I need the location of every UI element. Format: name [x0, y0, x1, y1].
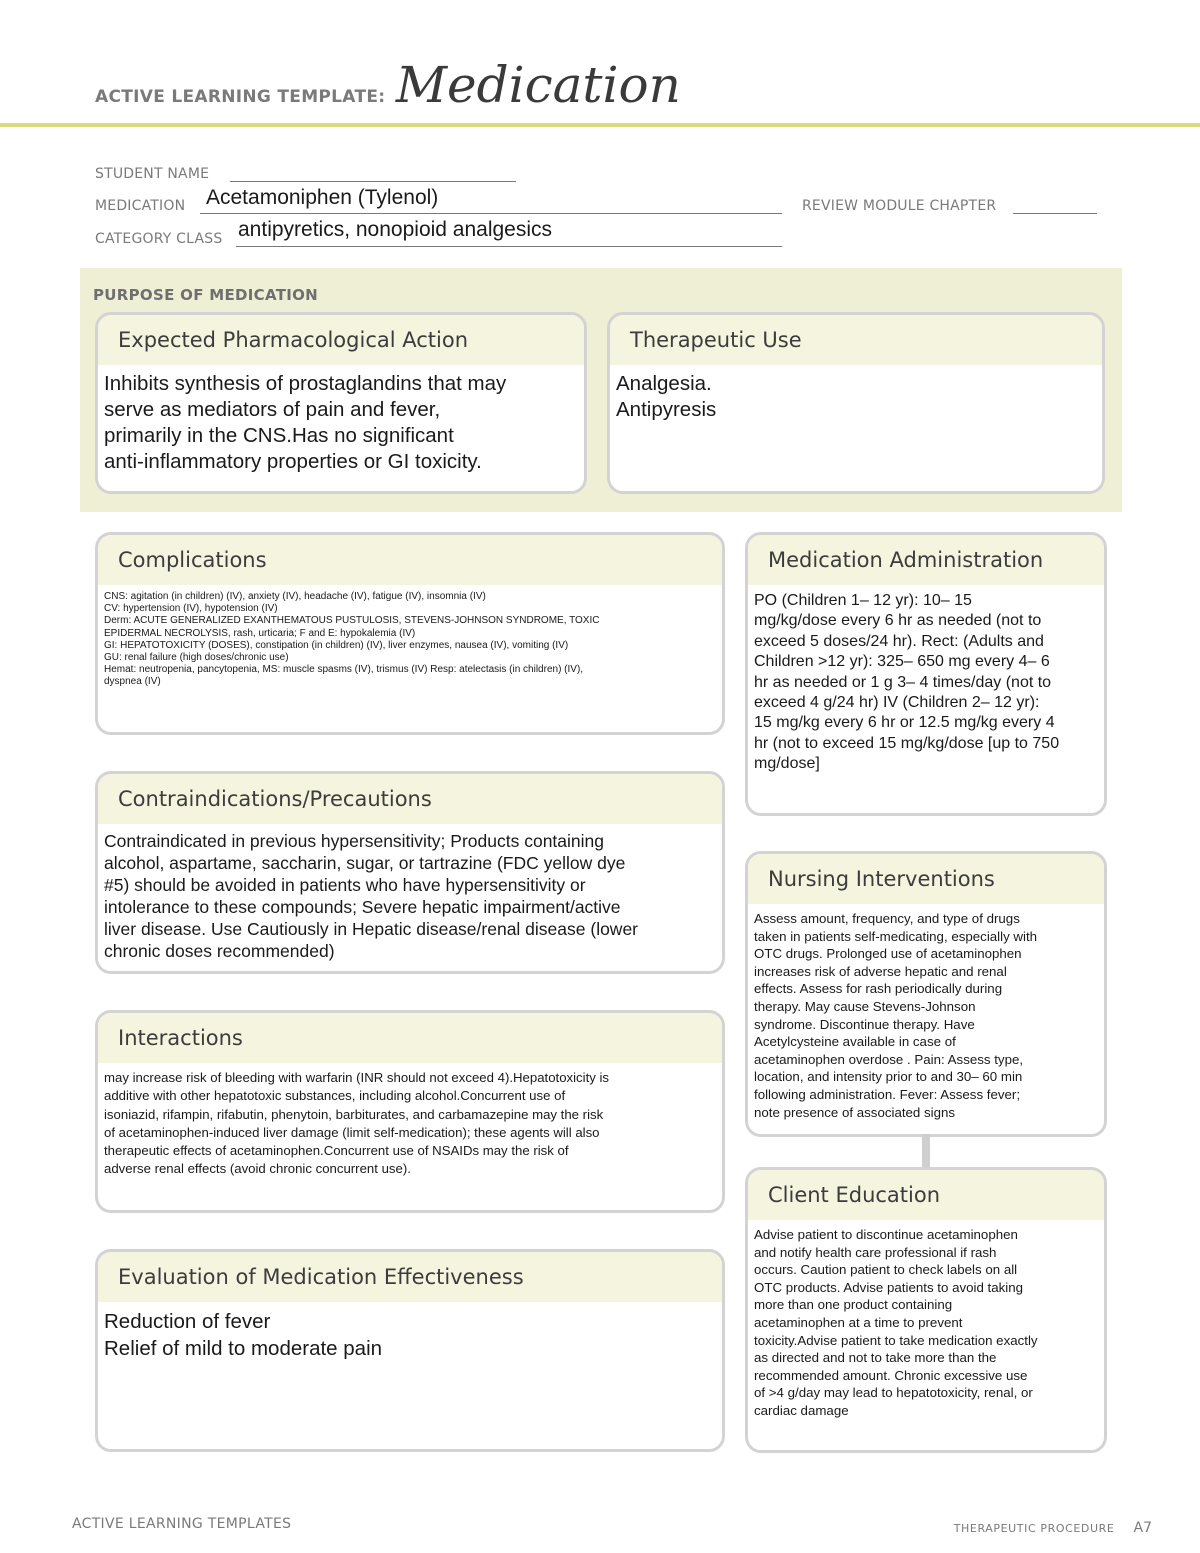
- medication-label: MEDICATION: [95, 198, 186, 214]
- medication-line[interactable]: [200, 213, 782, 214]
- template-title: Medication: [395, 56, 681, 114]
- header-rule: [0, 123, 1200, 127]
- footer-procedure: THERAPEUTIC PROCEDURE: [953, 1522, 1115, 1535]
- evaluation-text[interactable]: [98, 1302, 722, 1362]
- text-line: OTC drugs. Prolonged use of acetaminophen: [754, 946, 1022, 962]
- footer-page-number: A7: [1133, 1520, 1152, 1536]
- text-line: Advise patient to discontinue acetaminophen: [754, 1227, 1018, 1242]
- text-line: Inhibits synthesis of prostaglandins that may: [104, 372, 507, 395]
- text-line: mg/kg/dose every 6 hr as needed (not to: [754, 612, 1042, 630]
- text-line: OTC products. Advise patients to avoid taking: [754, 1279, 1024, 1295]
- text-line: mg/dose]: [754, 755, 820, 773]
- medication-value[interactable]: Acetamoniphen (Tylenol): [206, 186, 439, 209]
- text-line: more than one product containing: [754, 1297, 953, 1313]
- text-line: Contraindicated in previous hypersensitivity; Products containing: [104, 831, 604, 851]
- text-line: of >4 g/day may lead to hepatotoxicity, renal, or: [754, 1385, 1033, 1401]
- interactions-text[interactable]: [98, 1063, 722, 1179]
- medication-administration-title: Medication Administration: [748, 535, 1104, 585]
- category-class-value[interactable]: antipyretics, nonopioid analgesics: [238, 218, 553, 241]
- text-line: chronic doses recommended): [104, 941, 335, 961]
- text-line: therapeutic effects of acetaminophen.Concurrent use of NSAIDs may the risk of: [104, 1143, 569, 1159]
- nursing-interventions-title: Nursing Interventions: [748, 854, 1104, 904]
- client-education-title: Client Education: [748, 1170, 1104, 1220]
- purpose-label: PURPOSE OF MEDICATION: [93, 286, 319, 304]
- text-line: Children >12 yr): 325– 650 mg every 4– 6: [754, 653, 1050, 671]
- expected-action-box: [95, 312, 587, 494]
- text-line: Relief of mild to moderate pain: [104, 1337, 383, 1360]
- text-line: EPIDERMAL NECROLYSIS, rash, urticaria; F and E: hypokalemia (IV): [104, 627, 416, 639]
- review-module-label: REVIEW MODULE CHAPTER: [802, 198, 997, 214]
- interactions-box: [95, 1010, 725, 1213]
- text-line: Hemat: neutropenia, pancytopenia, MS: muscle spasms (IV), trismus (IV) Resp: atelectasis (in children) (IV),: [104, 664, 584, 676]
- review-module-line[interactable]: [1013, 213, 1097, 214]
- evaluation-title: Evaluation of Medication Effectiveness: [98, 1252, 722, 1302]
- text-line: liver disease. Use Cautiously in Hepatic disease/renal disease (lower: [104, 919, 639, 939]
- text-line: of acetaminophen-induced liver damage (limit self-medication); these agents will also: [104, 1124, 600, 1140]
- template-header-prefix: ACTIVE LEARNING TEMPLATE:: [95, 87, 386, 107]
- nursing-interventions-box: [745, 851, 1107, 1137]
- text-line: recommended amount. Chronic excessive use: [754, 1367, 1028, 1383]
- text-line: hr (not to exceed 15 mg/kg/dose [up to 750: [754, 734, 1060, 752]
- text-line: CNS: agitation (in children) (IV), anxiety (IV), headache (IV), fatigue (IV), insomnia (IV): [104, 591, 486, 602]
- interactions-title: Interactions: [98, 1013, 722, 1063]
- text-line: effects. Assess for rash periodically during: [754, 981, 1003, 997]
- text-line: hr as needed or 1 g 3– 4 times/day (not to: [754, 673, 1052, 691]
- text-line: anti-inflammatory properties or GI toxicity.: [104, 450, 482, 473]
- footer-left: ACTIVE LEARNING TEMPLATES: [72, 1516, 292, 1532]
- category-class-label: CATEGORY CLASS: [95, 231, 223, 247]
- text-line: intolerance to these compounds; Severe hepatic impairment/active: [104, 897, 621, 917]
- text-line: Assess amount, frequency, and type of drugs: [754, 911, 1020, 926]
- text-line: primarily in the CNS.Has no significant: [104, 424, 454, 447]
- medication-administration-box: [745, 532, 1107, 816]
- contraindications-box: [95, 771, 725, 974]
- text-line: toxicity.Advise patient to take medication exactly: [754, 1332, 1038, 1348]
- text-line: CV: hypertension (IV), hypotension (IV): [104, 603, 278, 615]
- text-line: and notify health care professional if rash: [754, 1244, 997, 1260]
- connector-bar: [922, 1134, 930, 1168]
- therapeutic-use-text[interactable]: [610, 365, 1102, 423]
- text-line: GI: HEPATOTOXICITY (DOSES), constipation (in children) (IV), liver enzymes, nausea (IV), vomiting (IV): [104, 639, 569, 651]
- text-line: Reduction of fever: [104, 1310, 271, 1333]
- template-header: [95, 56, 681, 120]
- text-line: additive with other hepatotoxic substances, including alcohol.Concurrent use of: [104, 1088, 566, 1104]
- client-education-text[interactable]: [748, 1220, 1104, 1420]
- text-line: 15 mg/kg every 6 hr or 12.5 mg/kg every 4: [754, 714, 1055, 732]
- text-line: Acetylcysteine available in case of: [754, 1034, 956, 1050]
- expected-action-text[interactable]: [98, 365, 584, 475]
- complications-title: Complications: [98, 535, 722, 585]
- text-line: serve as mediators of pain and fever,: [104, 398, 441, 421]
- complications-text[interactable]: [98, 585, 722, 689]
- text-line: dyspnea (IV): [104, 676, 161, 688]
- evaluation-box: [95, 1249, 725, 1452]
- contraindications-text[interactable]: [98, 824, 722, 962]
- text-line: cardiac damage: [754, 1402, 849, 1418]
- text-line: increases risk of adverse hepatic and renal: [754, 963, 1007, 979]
- text-line: may increase risk of bleeding with warfarin (INR should not exceed 4).Hepatotoxicity is: [104, 1070, 610, 1085]
- complications-box: [95, 532, 725, 735]
- text-line: exceed 5 doses/24 hr). Rect: (Adults and: [754, 632, 1044, 650]
- text-line: as directed and not to take more than the: [754, 1350, 997, 1366]
- text-line: #5) should be avoided in patients who have hypersensitivity or: [104, 875, 586, 895]
- category-class-line[interactable]: [236, 246, 782, 247]
- text-line: isoniazid, rifampin, rifabutin, phenytoin, barbiturates, and carbamazepine may the risk: [104, 1106, 604, 1122]
- student-name-label: STUDENT NAME: [95, 166, 210, 182]
- text-line: therapy. May cause Stevens-Johnson: [754, 998, 976, 1014]
- text-line: syndrome. Discontinue therapy. Have: [754, 1016, 975, 1032]
- contraindications-title: Contraindications/Precautions: [98, 774, 722, 824]
- text-line: PO (Children 1– 12 yr): 10– 15: [754, 592, 972, 609]
- therapeutic-use-box: [607, 312, 1105, 494]
- text-line: acetaminophen at a time to prevent: [754, 1314, 963, 1330]
- client-education-box: [745, 1167, 1107, 1453]
- text-line: acetaminophen overdose . Pain: Assess type,: [754, 1051, 1024, 1067]
- text-line: adverse renal effects (avoid chronic concurrent use).: [104, 1161, 411, 1177]
- text-line: following administration. Fever: Assess fever;: [754, 1086, 1021, 1102]
- text-line: note presence of associated signs: [754, 1104, 956, 1120]
- therapeutic-use-title: Therapeutic Use: [610, 315, 1102, 365]
- expected-action-title: Expected Pharmacological Action: [98, 315, 584, 365]
- text-line: taken in patients self-medicating, especially with: [754, 928, 1038, 944]
- text-line: GU: renal failure (high doses/chronic use): [104, 652, 289, 664]
- text-line: alcohol, aspartame, saccharin, sugar, or tartrazine (FDC yellow dye: [104, 853, 626, 873]
- text-line: Antipyresis: [616, 398, 717, 421]
- text-line: Analgesia.: [616, 372, 712, 395]
- text-line: Derm: ACUTE GENERALIZED EXANTHEMATOUS PUSTULOSIS, STEVENS-JOHNSON SYNDROME, TOXIC: [104, 615, 600, 627]
- medication-administration-text[interactable]: [748, 585, 1104, 775]
- nursing-interventions-text[interactable]: [748, 904, 1104, 1121]
- footer-right: [954, 1517, 1152, 1536]
- text-line: location, and intensity prior to and 30– 60 min: [754, 1069, 1023, 1085]
- student-name-line[interactable]: [230, 181, 516, 182]
- text-line: occurs. Caution patient to check labels on all: [754, 1262, 1018, 1278]
- text-line: exceed 4 g/24 hr) IV (Children 2– 12 yr):: [754, 694, 1040, 712]
